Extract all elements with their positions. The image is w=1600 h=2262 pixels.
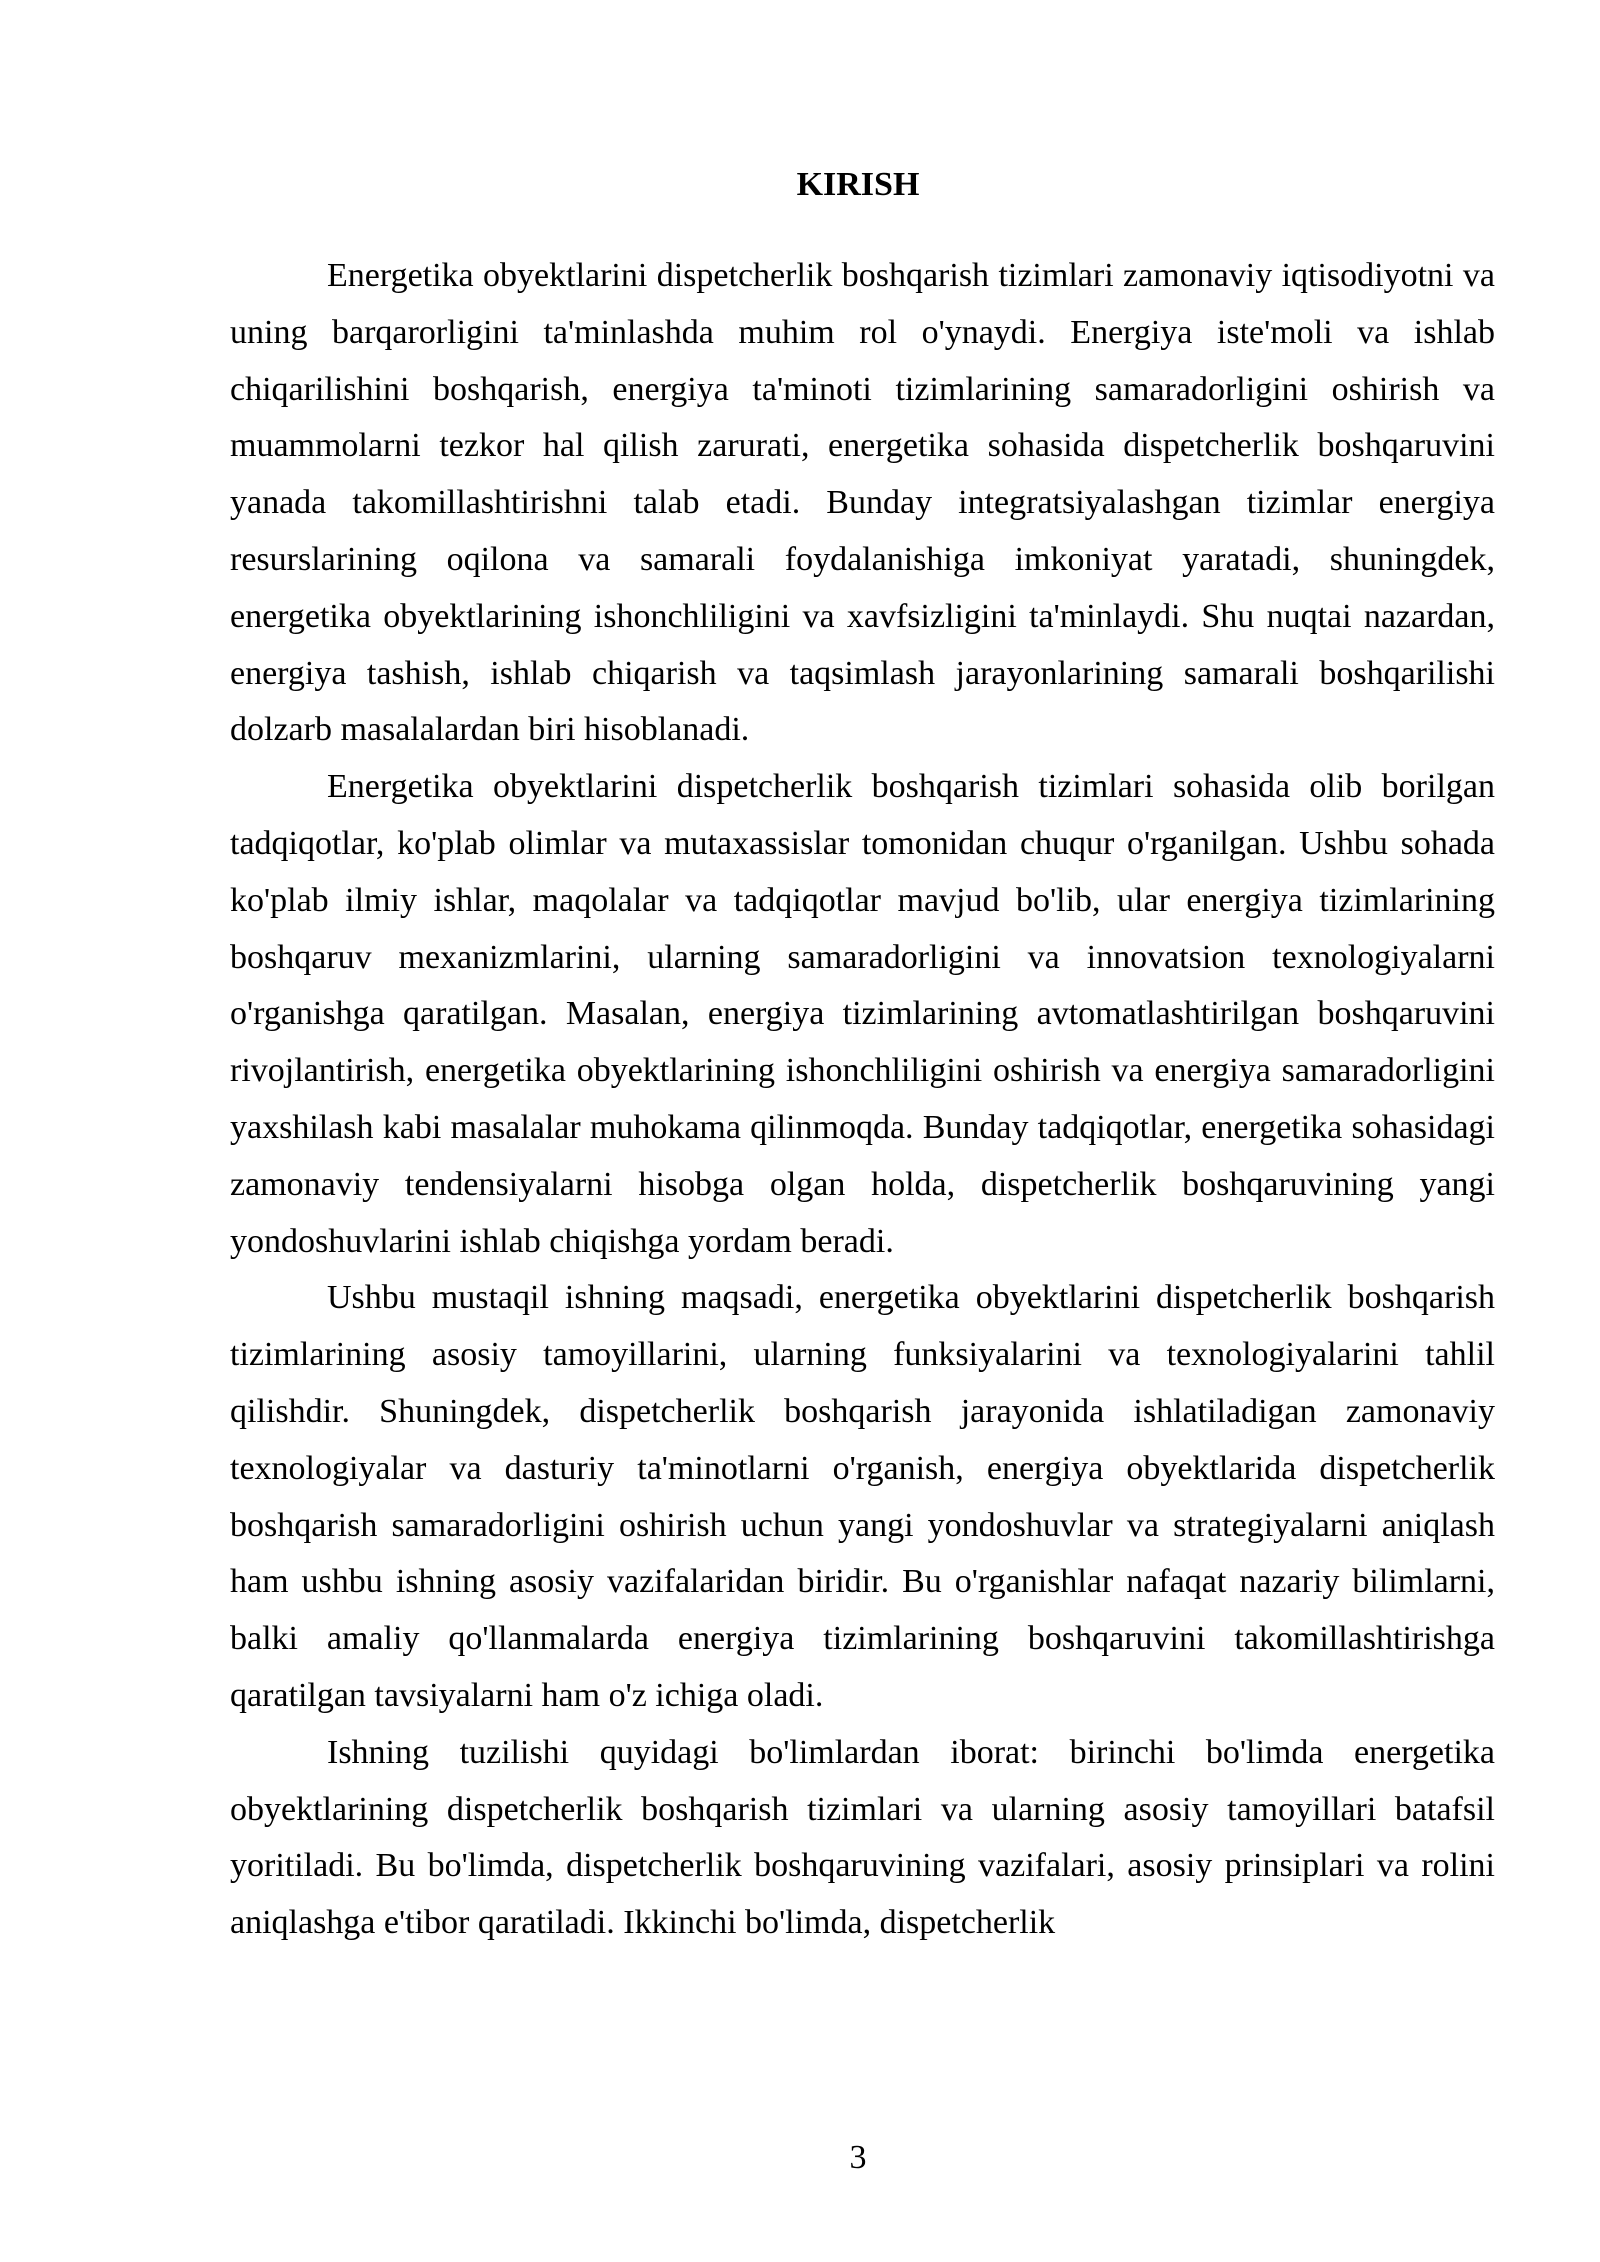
body-text — [230, 248, 1495, 1952]
section-title: KIRISH — [796, 166, 920, 203]
paragraph-3: Ushbu mustaqil ishning maqsadi, energetika obyektlarini dispetcherlik boshqarish tizimlarining asosiy tamoyillarini, ularning funksiyalarini va texnologiyalarini tahlil qilishdir. Shuningdek, dispetcherlik boshqarish jarayonida ishlatiladigan zamonaviy texnologiyalar va dasturiy ta'minotlarni o'rganish, energiya obyektlarida dispetcherlik boshqarish samaradorligini oshirish uchun yangi yondoshuvlar va strategiyalarni aniqlash ham ushbu ishning asosiy vazifalaridan biridir. Bu o'rganishlar nafaqat nazariy bilimlarni, balki amaliy qo'llanmalarda energiya tizimlarining boshqaruvini takomillashtirishga qaratilgan tavsiyalarni ham o'z ichiga oladi. — [230, 1279, 1495, 1714]
paragraph-4: Ishning tuzilishi quyidagi bo'limlardan iborat: birinchi bo'limda energetika obyektlarining dispetcherlik boshqarish tizimlari va ularning asosiy tamoyillari batafsil yoritiladi. Bu bo'limda, dispetcherlik boshqaruvining vazifalari, asosiy prinsiplari va rolini aniqlashga e'tibor qaratiladi. Ikkinchi bo'limda, dispetcherlik — [230, 1733, 1495, 1942]
page-number: 3 — [849, 2139, 867, 2176]
paragraph-1: Energetika obyektlarini dispetcherlik boshqarish tizimlari zamonaviy iqtisodiyotni va uning barqarorligini ta'minlashda muhim rol o'ynaydi. Energiya iste'moli va ishlab chiqarilishini boshqarish, energiya ta'minoti tizimlarining samaradorligini oshirish va muammolarni tezkor hal qilish zarurati, energetika sohasida dispetcherlik boshqaruvini yanada takomillashtirishni talab etadi. Bunday integratsiyalashgan tizimlar energiya resurslarining oqilona va samarali foydalanishiga imkoniyat yaratadi, shuningdek, energetika obyektlarining ishonchliligini va xavfsizligini ta'minlaydi. Shu nuqtai nazardan, energiya tashish, ishlab chiqarish va taqsimlash jarayonlarining samarali boshqarilishi dolzarb masalalardan biri hisoblanadi. — [230, 257, 1495, 749]
paragraph-2: Energetika obyektlarini dispetcherlik boshqarish tizimlari sohasida olib borilgan tadqiqotlar, ko'plab olimlar va mutaxassislar tomonidan chuqur o'rganilgan. Ushbu sohada ko'plab ilmiy ishlar, maqolalar va tadqiqotlar mavjud bo'lib, ular energiya tizimlarining boshqaruv mexanizmlarini, ularning samaradorligini va innovatsion texnologiyalarni o'rganishga qaratilgan. Masalan, energiya tizimlarining avtomatlashtirilgan boshqaruvini rivojlantirish, energetika obyektlarining ishonchliligini oshirish va energiya samaradorligini yaxshilash kabi masalalar muhokama qilinmoqda. Bunday tadqiqotlar, energetika sohasidagi zamonaviy tendensiyalarni hisobga olgan holda, dispetcherlik boshqaruvining yangi yondoshuvlarini ishlab chiqishga yordam beradi. — [230, 768, 1495, 1260]
